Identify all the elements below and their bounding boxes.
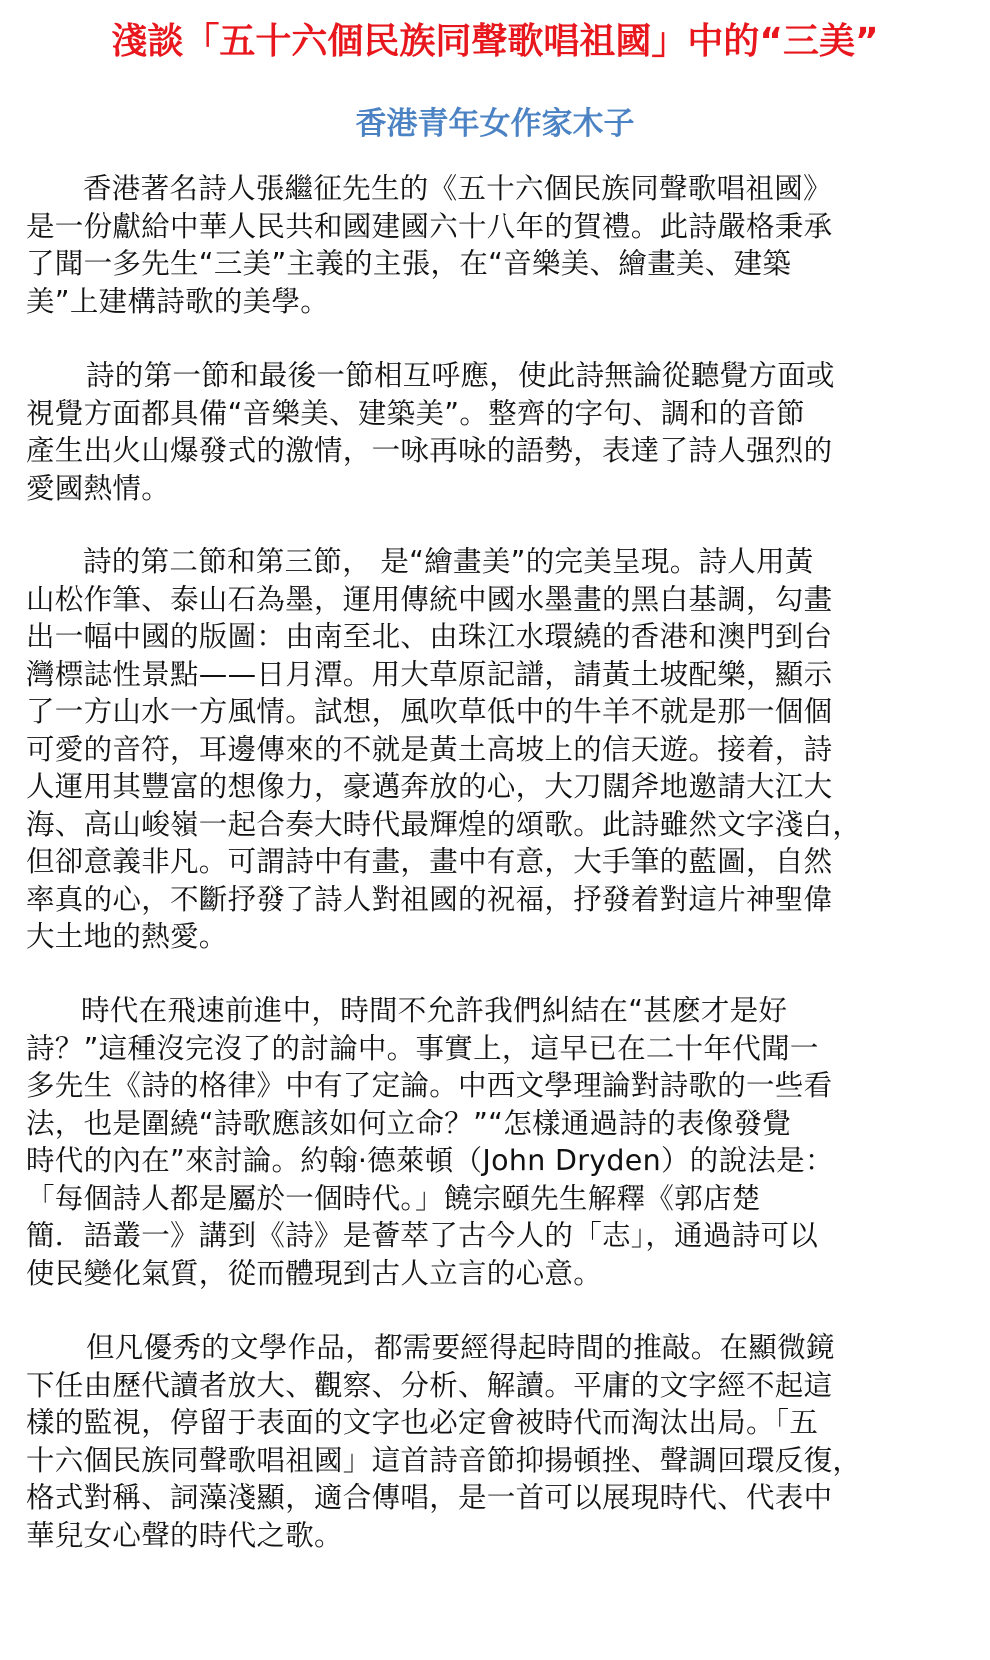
paragraph-2 [26, 357, 986, 507]
paragraph-line: 但卻意義非凡。可謂詩中有畫，畫中有意，大手筆的藍圖，自然 [26, 845, 833, 878]
paragraph-line: 可愛的音符，耳邊傳來的不就是黃土高坡上的信天遊。接着，詩 [26, 732, 833, 766]
paragraph-line: 大土地的熱愛。 [26, 920, 228, 953]
paragraph-line: 香港著名詩人張繼征先生的《五十六個民族同聲歌唱祖國》 [83, 172, 832, 205]
paragraph-line: 產生出火山爆發式的激情，一咏再咏的語勢，表達了詩人强烈的 [26, 434, 833, 467]
paragraph-line: 華兒女心聲的時代之歌。 [26, 1518, 343, 1552]
paragraph-line: 樣的監視，停留于表面的文字也必定會被時代而淘汰出局。「五 [26, 1406, 819, 1439]
paragraph-line: 但凡優秀的文學作品，都需要經得起時間的推敲。在顯微鏡 [86, 1331, 835, 1364]
paragraph-line: 山松作筆、泰山石為墨，運用傳統中國水墨畫的黑白基調，勾畫 [26, 582, 833, 616]
paragraph-3 [26, 543, 986, 956]
paragraph-5 [26, 1329, 986, 1554]
article-title: 淺談「五十六個民族同聲歌唱祖國」中的“三美” [111, 21, 879, 62]
paragraph-line: 時代在飛速前進中，時間不允許我們糾結在“甚麽才是好 [81, 994, 788, 1027]
paragraph-line: 海、高山峻嶺一起合奏大時代最輝煌的頌歌。此詩雖然文字淺白， [26, 807, 862, 841]
paragraph-line: 是一份獻給中華人民共和國建國六十八年的賀禮。此詩嚴格秉承 [26, 209, 833, 243]
paragraph-line: 詩？”這種沒完沒了的討論中。事實上，這早已在二十年代聞一 [26, 1031, 819, 1065]
author-byline: 香港青年女作家木子 [355, 106, 635, 142]
paragraph-line: 十六個民族同聲歌唱祖國」這首詩音節抑揚頓挫、聲調回環反復， [26, 1443, 862, 1477]
paragraph-line: 率真的心，不斷抒發了詩人對祖國的祝福，抒發着對這片神聖偉 [26, 882, 833, 916]
paragraph-4 [26, 992, 986, 1292]
paragraph-line: 詩的第二節和第三節， 是“繪畫美”的完美呈現。詩人用黃 [83, 545, 814, 578]
paragraph-line: 法，也是圍繞“詩歌應該如何立命？”“怎樣通過詩的表像發覺 [26, 1106, 792, 1140]
paragraph-line: 了聞一多先生“三美”主義的主張，在“音樂美、繪畫美、建築 [26, 247, 792, 280]
paragraph-line: 下任由歷代讀者放大、觀察、分析、解讀。平庸的文字經不起這 [26, 1368, 833, 1402]
paragraph-line: 美”上建構詩歌的美學。 [26, 284, 330, 318]
paragraph-line: 簡．語叢一》講到《詩》是薈萃了古今人的「志」，通過詩可以 [26, 1219, 819, 1252]
paragraph-line: 愛國熱情。 [26, 471, 171, 505]
paragraph-line: 多先生《詩的格律》中有了定論。中西文學理論對詩歌的一些看 [26, 1069, 833, 1102]
paragraph-line: 視覺方面都具備“音樂美、建築美”。整齊的字句、調和的音節 [26, 396, 805, 430]
paragraph-line: 灣標誌性景點——日月潭。用大草原記譜，請黃土坡配樂，顯示 [26, 657, 833, 691]
paragraph-line: 詩的第一節和最後一節相互呼應，使此詩無論從聽覺方面或 [86, 359, 835, 392]
paragraph-line: 使民變化氣質，從而體現到古人立言的心意。 [26, 1256, 603, 1290]
paragraph-line: 了一方山水一方風情。試想，風吹草低中的牛羊不就是那一個個 [26, 695, 833, 728]
paragraph-line: 「每個詩人都是屬於一個時代。」饒宗頤先生解釋《郭店楚 [26, 1181, 761, 1215]
paragraph-line: 出一幅中國的版圖：由南至北、由珠江水環繞的香港和澳門到台 [26, 620, 833, 653]
paragraph-line: 格式對稱、詞藻淺顯，適合傳唱，是一首可以展現時代、代表中 [26, 1481, 833, 1514]
paragraph-1 [26, 170, 986, 320]
paragraph-line: 時代的內在”來討論。約翰·德萊頓（John Dryden）的說法是： [26, 1144, 834, 1177]
paragraph-line: 人運用其豐富的想像力，豪邁奔放的心，大刀闊斧地邀請大江大 [26, 770, 833, 803]
